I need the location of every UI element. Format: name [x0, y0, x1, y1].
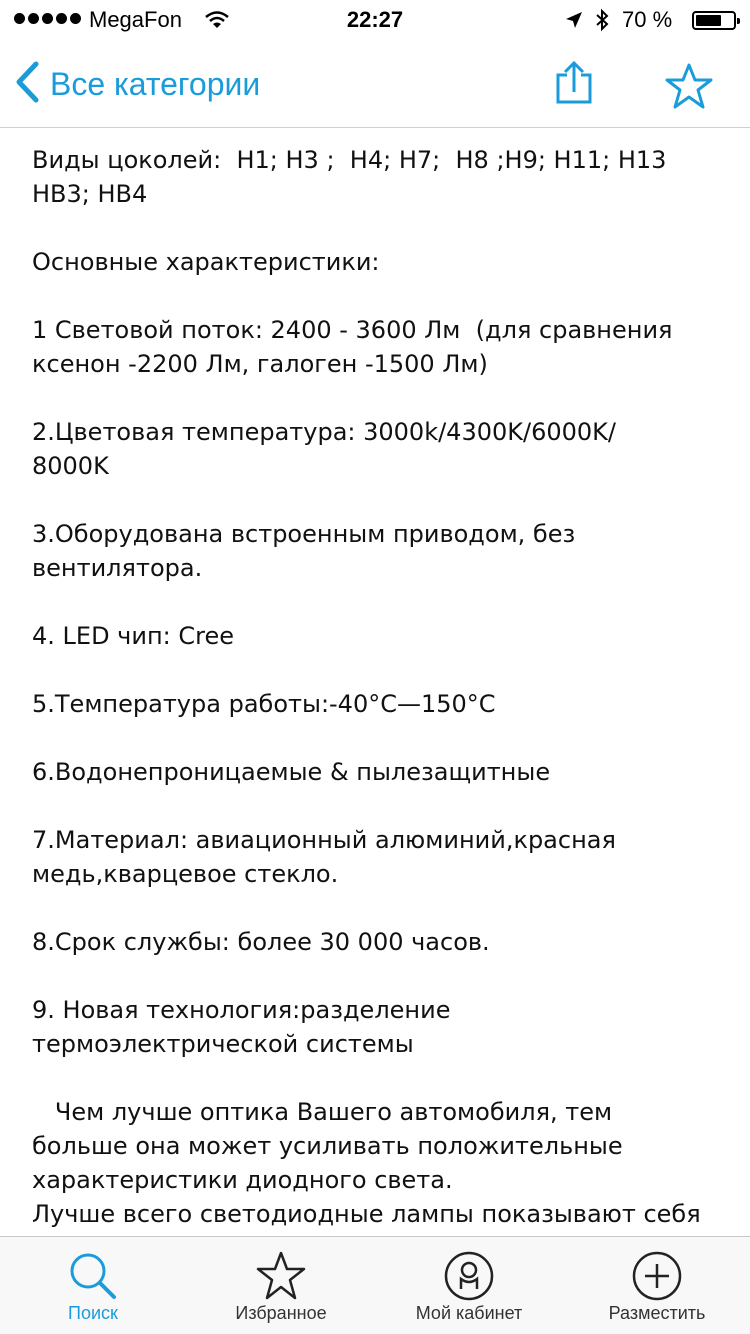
- chevron-left-icon: [14, 61, 40, 107]
- star-icon: [664, 95, 714, 114]
- navigation-bar: [0, 40, 750, 128]
- plus-circle-icon: [630, 1249, 684, 1303]
- favorite-button[interactable]: [664, 62, 714, 110]
- paragraph: 6.Водонепроницаемые & пылезащитные: [32, 758, 551, 786]
- tab-label: Мой кабинет: [415, 1303, 523, 1323]
- bluetooth-icon: [594, 8, 610, 38]
- status-bar: [0, 0, 750, 40]
- tab-search[interactable]: [8, 1237, 178, 1334]
- tab-favorites[interactable]: [196, 1237, 366, 1334]
- paragraph: Основные характеристики:: [32, 248, 380, 276]
- carrier-name: MegaFon: [89, 7, 182, 32]
- battery-icon: [692, 11, 736, 30]
- share-button[interactable]: [550, 60, 598, 108]
- status-time: 22:27: [346, 7, 404, 32]
- search-icon: [66, 1249, 120, 1303]
- paragraph: 2.Цветовая температура: 3000k/4300K/6000K/ 8000K: [32, 418, 616, 480]
- paragraph: 8.Срок службы: более 30 000 часов.: [32, 928, 490, 956]
- paragraph: 3.Оборудована встроенным приводом, без вентилятора.: [32, 520, 576, 582]
- paragraph: 5.Температура работы:-40°C—150°C: [32, 690, 496, 718]
- tab-my-account[interactable]: [384, 1237, 554, 1334]
- location-arrow-icon: [564, 10, 584, 36]
- paragraph: 9. Новая технология:разделение термоэлектрической системы: [32, 996, 451, 1058]
- back-button[interactable]: [14, 62, 260, 106]
- back-label: Все категории: [50, 65, 261, 102]
- tab-label: Поиск: [68, 1303, 118, 1323]
- paragraph: Чем лучше оптика Вашего автомобиля, тем больше она может усиливать положительные характеристики диодного света. Лучше всего светодиодные лампы показывают себя: [32, 1098, 701, 1228]
- paragraph: 1 Световой поток: 2400 - 3600 Лм (для сравнения ксенон -2200 Лм, галоген -1500 Лм): [32, 316, 673, 378]
- tab-label: Избранное: [235, 1303, 327, 1323]
- tab-bar: [0, 1236, 750, 1334]
- battery-fill: [696, 15, 721, 26]
- star-icon: [254, 1249, 308, 1303]
- share-icon: [550, 93, 598, 112]
- tab-post-ad[interactable]: [572, 1237, 742, 1334]
- paragraph: 7.Материал: авиационный алюминий,красная медь,кварцевое стекло.: [32, 826, 616, 888]
- paragraph: 4. LED чип: Cree: [32, 622, 234, 650]
- tab-label: Разместить: [608, 1303, 706, 1323]
- description-content: [0, 129, 750, 1236]
- battery-percent: 70 %: [622, 7, 673, 32]
- paragraph: Виды цоколей: H1; H3 ; H4; H7; H8 ;H9; H11; H13 HB3; HB4: [32, 146, 667, 208]
- user-circle-icon: [442, 1249, 496, 1303]
